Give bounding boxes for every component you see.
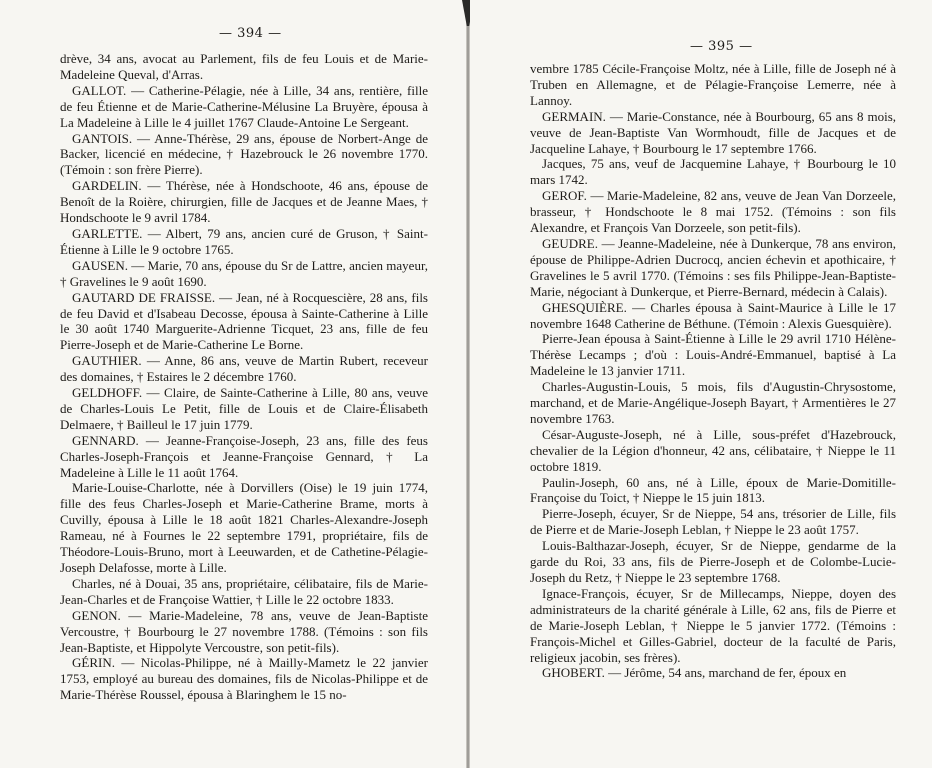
page-number-right: — 395 — — [690, 39, 753, 54]
entry: Charles, né à Douai, 35 ans, propriétaire, célibataire, fils de Marie-Jean-Charles et de Françoise Wattier, † Lille le 22 octobre 1833. — [60, 575, 428, 607]
right-page — [470, 0, 932, 768]
entry: GÉRIN. — Nicolas-Philippe, né à Mailly-Mametz le 22 janvier 1753, employé au bureau des domaines, fils de Nicolas-Philippe et de Marie-Thérèse Roussel, épousa à Blaringhem le 15 no- — [60, 655, 428, 703]
entry: GAUTARD DE FRAISSE. — Jean, né à Rocquescière, 28 ans, fils de feu David et d'Isabeau Decosse, épousa à Sainte-Catherine à Lille le 30 août 1740 Marguerite-Adrienne Ticquet, 23 ans, fille de feu Pierre-Joseph et de Marie-Catherine Le Borne. — [60, 289, 428, 353]
entry: GEROF. — Marie-Madeleine, 82 ans, veuve de Jean Van Dorzeele, brasseur, † Hondschoote le 8 mai 1752. (Témoins : son fils Alexandre, et François Van Dorzeele, son petit-fils). — [530, 188, 896, 236]
page-number-left: — 394 — — [219, 26, 282, 41]
entry: GHESQUIÈRE. — Charles épousa à Saint-Maurice à Lille le 17 novembre 1648 Catherine de Béthune. (Témoin : Alexis Guesquière). — [530, 299, 896, 331]
entry: GELDHOFF. — Claire, de Sainte-Catherine à Lille, 80 ans, veuve de Charles-Louis Le Petit, fille de Louis et de Claire-Élisabeth Delmaere, † Bailleul le 17 juin 1779. — [60, 385, 428, 432]
entry: GHOBERT. — Jérôme, 54 ans, marchand de fer, époux en — [542, 665, 847, 681]
right-text-column — [530, 61, 896, 681]
entry: vembre 1785 Cécile-Françoise Moltz, née à Lille, fille de Joseph né à Truben en Allemagne, et de Pélagie-Françoise Lemerre, née à Lannoy. — [530, 61, 896, 108]
entry: Jacques, 75 ans, veuf de Jacquemine Lahaye, † Bourbourg le 10 mars 1742. — [530, 156, 896, 188]
entry: GARDELIN. — Thérèse, née à Hondschoote, 46 ans, épouse de Benoît de la Roière, chirurgien, fille de Jacques et de Jeanne Maes, † Hondschoote le 9 avril 1784. — [60, 178, 428, 226]
entry: GERMAIN. — Marie-Constance, née à Bourbourg, 65 ans 8 mois, veuve de Jean-Baptiste Van Wormhoudt, fille de Jacques et de Jacqueline Lahaye, † Bourbourg le 17 septembre 1766. — [530, 108, 896, 156]
entry: GARLETTE. — Albert, 79 ans, ancien curé de Gruson, † Saint-Étienne à Lille le 9 octobre 1765. — [60, 225, 428, 257]
entry: Paulin-Joseph, 60 ans, né à Lille, époux de Marie-Domitille-Françoise du Toict, † Nieppe le 15 juin 1813. — [530, 474, 896, 506]
entry: Marie-Louise-Charlotte, née à Dorvillers (Oise) le 19 juin 1774, fille des feus Charles-Joseph et Marie-Catherine Brame, morts à Cuvilly, épousa à Lille le 18 août 1821 Charles-Alexandre-Joseph Rameau, né à Fournes le 22 septembre 1791, propriétaire, fils de Théodore-Louis-Bruno, mort à Leeuwarden, et de Cathetine-Pélagie-Joseph Delafosse, morte à Lille. — [60, 480, 428, 575]
entry: Pierre-Jean épousa à Saint-Étienne à Lille le 29 avril 1710 Hélène-Thérèse Lecamps ; d'où : Louis-André-Emmanuel, baptisé à La Madeleine le 13 janvier 1711. — [530, 331, 896, 379]
entry: GENNARD. — Jeanne-Françoise-Joseph, 23 ans, fille des feus Charles-Joseph-François et Jeanne-Françoise Gennard, † La Madeleine à Lille le 11 août 1764. — [60, 432, 428, 480]
entry: GAUTHIER. — Anne, 86 ans, veuve de Martin Rubert, receveur des domaines, † Estaires le 2 décembre 1760. — [60, 353, 428, 385]
entry: GALLOT. — Catherine-Pélagie, née à Lille, 34 ans, rentière, fille de feu Étienne et de Marie-Catherine-Mélusine La Bruyère, épousa à La Madeleine à Lille le 4 juillet 1767 Claude-Antoine Le Sergeant. — [60, 82, 428, 130]
entry: GEUDRE. — Jeanne-Madeleine, née à Dunkerque, 78 ans environ, épouse de Philippe-Adrien Ducrocq, ancien échevin et apothicaire, † Gravelines le 5 avril 1770. (Témoins : ses fils Philippe-Jean-Baptiste-Marie, négociant à Dunkerque, et Pierre-Bernard, médecin à Calais). — [530, 235, 896, 299]
entry: drève, 34 ans, avocat au Parlement, fils de feu Louis et de Marie-Madeleine Queval, d'Arras. — [60, 51, 428, 82]
entry: Louis-Balthazar-Joseph, écuyer, Sr de Nieppe, gendarme de la garde du Roi, 33 ans, fils de Pierre-Joseph et de Colombe-Lucie-Joseph du Retz, † Nieppe le 23 septembre 1768. — [530, 538, 896, 585]
entry: Ignace-François, écuyer, Sr de Millecamps, Nieppe, doyen des administrateurs de la charité générale à Lille, 62 ans, fils de Pierre et de Marie-Joseph Leblan, † Nieppe le 5 janvier 1772. (Témoins : François-Michel et Gilles-Gabriel, docteur de la faculté de Paris, religieux jacobin, ses frères). — [530, 585, 896, 665]
entry: Pierre-Joseph, écuyer, Sr de Nieppe, 54 ans, trésorier de Lille, fils de Pierre et de Marie-Joseph Leblan, † Nieppe le 23 août 1757. — [530, 506, 896, 538]
entry: Charles-Augustin-Louis, 5 mois, fils d'Augustin-Chrysostome, marchand, et de Marie-Angélique-Joseph Bayart, † Armentières le 27 novembre 1763. — [530, 379, 896, 426]
entry: GENON. — Marie-Madeleine, 78 ans, veuve de Jean-Baptiste Vercoustre, † Bourbourg le 27 novembre 1788. (Témoins : son fils Jean-Baptiste, et Hippolyte Vercoustre, son petit-fils). — [60, 607, 428, 655]
left-text-column — [60, 51, 428, 703]
entry: César-Auguste-Joseph, né à Lille, sous-préfet d'Hazebrouck, chevalier de la Légion d'honneur, 42 ans, célibataire, † Nieppe le 11 octobre 1819. — [530, 426, 896, 474]
entry: GAUSEN. — Marie, 70 ans, épouse du Sr de Lattre, ancien mayeur, † Gravelines le 9 août 1690. — [60, 257, 428, 289]
entry: GANTOIS. — Anne-Thérèse, 29 ans, épouse de Norbert-Ange de Backer, licencié en médecine, † Hazebrouck le 26 novembre 1770. (Témoin : son frère Pierre). — [60, 130, 428, 178]
